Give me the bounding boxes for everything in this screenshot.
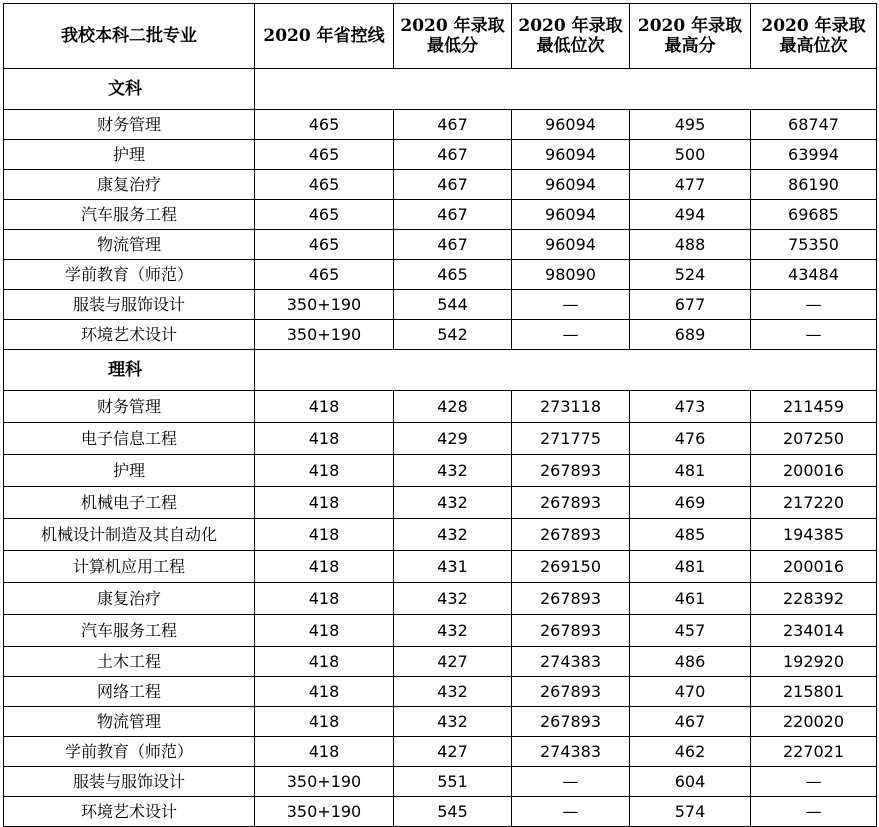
cell-max-rank: — xyxy=(751,767,877,797)
section-row xyxy=(4,350,877,391)
cell-min-rank: — xyxy=(512,320,630,350)
cell-max-rank: — xyxy=(751,290,877,320)
table-row xyxy=(4,647,877,677)
cell-max-rank: 69685 xyxy=(751,200,877,230)
cell-max-rank: 86190 xyxy=(751,170,877,200)
cell-min-score: 432 xyxy=(394,677,512,707)
cell-max-score: 500 xyxy=(630,140,751,170)
header-major: 我校本科二批专业 xyxy=(4,4,255,69)
cell-major: 汽车服务工程 xyxy=(4,615,255,647)
cell-max-score: 461 xyxy=(630,583,751,615)
cell-major: 财务管理 xyxy=(4,110,255,140)
cell-major: 土木工程 xyxy=(4,647,255,677)
cell-min-rank: 96094 xyxy=(512,230,630,260)
cell-control-line: 465 xyxy=(255,260,394,290)
cell-major: 康复治疗 xyxy=(4,170,255,200)
cell-max-score: 574 xyxy=(630,797,751,827)
cell-max-score: 470 xyxy=(630,677,751,707)
table-row xyxy=(4,290,877,320)
cell-control-line: 465 xyxy=(255,140,394,170)
table-row xyxy=(4,260,877,290)
cell-control-line: 465 xyxy=(255,110,394,140)
table-row xyxy=(4,170,877,200)
cell-max-rank: 234014 xyxy=(751,615,877,647)
header-row xyxy=(4,4,877,69)
cell-min-rank: 267893 xyxy=(512,455,630,487)
admission-table xyxy=(3,3,877,827)
table-row xyxy=(4,455,877,487)
cell-max-rank: — xyxy=(751,320,877,350)
cell-major: 机械电子工程 xyxy=(4,487,255,519)
table-row xyxy=(4,797,877,827)
cell-min-rank: 273118 xyxy=(512,391,630,423)
cell-min-rank: 98090 xyxy=(512,260,630,290)
cell-max-score: 488 xyxy=(630,230,751,260)
table-row xyxy=(4,140,877,170)
table-row xyxy=(4,615,877,647)
section-label: 理科 xyxy=(4,350,255,391)
cell-min-rank: 274383 xyxy=(512,737,630,767)
cell-max-rank: 211459 xyxy=(751,391,877,423)
cell-control-line: 418 xyxy=(255,583,394,615)
header-max-rank: 2020 年录取 最高位次 xyxy=(751,4,877,69)
table-row xyxy=(4,767,877,797)
cell-max-rank: 220020 xyxy=(751,707,877,737)
table-row xyxy=(4,487,877,519)
cell-min-score: 544 xyxy=(394,290,512,320)
cell-min-rank: 274383 xyxy=(512,647,630,677)
cell-max-rank: 63994 xyxy=(751,140,877,170)
cell-min-score: 427 xyxy=(394,737,512,767)
cell-min-rank: 96094 xyxy=(512,200,630,230)
cell-major: 康复治疗 xyxy=(4,583,255,615)
cell-max-score: 477 xyxy=(630,170,751,200)
cell-control-line: 418 xyxy=(255,519,394,551)
cell-max-score: 494 xyxy=(630,200,751,230)
header-control-line: 2020 年省控线 xyxy=(255,4,394,69)
cell-max-score: 469 xyxy=(630,487,751,519)
cell-min-score: 542 xyxy=(394,320,512,350)
cell-min-rank: 271775 xyxy=(512,423,630,455)
cell-max-rank: 215801 xyxy=(751,677,877,707)
cell-control-line: 418 xyxy=(255,615,394,647)
table-row xyxy=(4,423,877,455)
cell-max-rank: 228392 xyxy=(751,583,877,615)
cell-min-rank: 267893 xyxy=(512,519,630,551)
cell-max-score: 473 xyxy=(630,391,751,423)
cell-max-score: 604 xyxy=(630,767,751,797)
cell-min-score: 429 xyxy=(394,423,512,455)
cell-min-rank: 267893 xyxy=(512,707,630,737)
cell-control-line: 418 xyxy=(255,737,394,767)
cell-min-score: 467 xyxy=(394,230,512,260)
cell-min-score: 545 xyxy=(394,797,512,827)
cell-control-line: 418 xyxy=(255,677,394,707)
cell-max-rank: 207250 xyxy=(751,423,877,455)
cell-max-rank: 227021 xyxy=(751,737,877,767)
cell-major: 物流管理 xyxy=(4,707,255,737)
cell-major: 财务管理 xyxy=(4,391,255,423)
cell-control-line: 418 xyxy=(255,391,394,423)
cell-min-score: 432 xyxy=(394,583,512,615)
cell-max-score: 495 xyxy=(630,110,751,140)
cell-control-line: 465 xyxy=(255,230,394,260)
cell-major: 服装与服饰设计 xyxy=(4,290,255,320)
cell-control-line: 418 xyxy=(255,423,394,455)
cell-min-rank: 96094 xyxy=(512,140,630,170)
cell-max-score: 689 xyxy=(630,320,751,350)
cell-max-rank: 192920 xyxy=(751,647,877,677)
cell-min-score: 432 xyxy=(394,615,512,647)
cell-major: 环境艺术设计 xyxy=(4,797,255,827)
cell-control-line: 418 xyxy=(255,551,394,583)
cell-max-score: 486 xyxy=(630,647,751,677)
header-max-score: 2020 年录取 最高分 xyxy=(630,4,751,69)
cell-min-score: 427 xyxy=(394,647,512,677)
cell-min-score: 465 xyxy=(394,260,512,290)
cell-major: 环境艺术设计 xyxy=(4,320,255,350)
cell-control-line: 350+190 xyxy=(255,320,394,350)
table-row xyxy=(4,320,877,350)
cell-major: 电子信息工程 xyxy=(4,423,255,455)
cell-max-rank: 200016 xyxy=(751,455,877,487)
table-row xyxy=(4,519,877,551)
cell-control-line: 465 xyxy=(255,200,394,230)
cell-min-score: 432 xyxy=(394,487,512,519)
cell-major: 护理 xyxy=(4,455,255,487)
cell-min-score: 432 xyxy=(394,707,512,737)
cell-max-score: 524 xyxy=(630,260,751,290)
cell-min-rank: — xyxy=(512,767,630,797)
cell-max-rank: — xyxy=(751,797,877,827)
table-row xyxy=(4,200,877,230)
table-row xyxy=(4,391,877,423)
cell-max-rank: 200016 xyxy=(751,551,877,583)
cell-max-rank: 75350 xyxy=(751,230,877,260)
cell-min-rank: 267893 xyxy=(512,583,630,615)
cell-control-line: 465 xyxy=(255,170,394,200)
cell-max-score: 485 xyxy=(630,519,751,551)
cell-min-score: 551 xyxy=(394,767,512,797)
table-body xyxy=(4,69,877,827)
cell-max-score: 481 xyxy=(630,455,751,487)
cell-min-score: 467 xyxy=(394,140,512,170)
cell-min-rank: 96094 xyxy=(512,170,630,200)
cell-control-line: 418 xyxy=(255,487,394,519)
cell-min-rank: 269150 xyxy=(512,551,630,583)
cell-min-rank: — xyxy=(512,290,630,320)
cell-min-score: 432 xyxy=(394,455,512,487)
cell-min-score: 432 xyxy=(394,519,512,551)
cell-control-line: 418 xyxy=(255,647,394,677)
table-row xyxy=(4,551,877,583)
section-row xyxy=(4,69,877,110)
cell-max-score: 462 xyxy=(630,737,751,767)
table-row xyxy=(4,677,877,707)
cell-max-rank: 194385 xyxy=(751,519,877,551)
cell-major: 物流管理 xyxy=(4,230,255,260)
cell-control-line: 350+190 xyxy=(255,290,394,320)
cell-min-score: 431 xyxy=(394,551,512,583)
cell-min-rank: 267893 xyxy=(512,677,630,707)
cell-max-score: 457 xyxy=(630,615,751,647)
section-spacer xyxy=(255,350,877,391)
cell-min-score: 467 xyxy=(394,170,512,200)
cell-max-rank: 43484 xyxy=(751,260,877,290)
cell-major: 计算机应用工程 xyxy=(4,551,255,583)
cell-major: 汽车服务工程 xyxy=(4,200,255,230)
cell-max-score: 467 xyxy=(630,707,751,737)
cell-max-rank: 217220 xyxy=(751,487,877,519)
header-min-score: 2020 年录取 最低分 xyxy=(394,4,512,69)
header-min-rank: 2020 年录取 最低位次 xyxy=(512,4,630,69)
section-label: 文科 xyxy=(4,69,255,110)
cell-control-line: 418 xyxy=(255,707,394,737)
cell-min-score: 428 xyxy=(394,391,512,423)
table-row xyxy=(4,707,877,737)
cell-max-score: 476 xyxy=(630,423,751,455)
cell-major: 网络工程 xyxy=(4,677,255,707)
cell-major: 护理 xyxy=(4,140,255,170)
cell-major: 学前教育（师范） xyxy=(4,737,255,767)
cell-major: 学前教育（师范） xyxy=(4,260,255,290)
cell-min-rank: 96094 xyxy=(512,110,630,140)
table-row xyxy=(4,110,877,140)
table-row xyxy=(4,583,877,615)
cell-max-rank: 68747 xyxy=(751,110,877,140)
cell-max-score: 677 xyxy=(630,290,751,320)
cell-min-rank: — xyxy=(512,797,630,827)
cell-control-line: 350+190 xyxy=(255,797,394,827)
cell-min-rank: 267893 xyxy=(512,615,630,647)
cell-control-line: 418 xyxy=(255,455,394,487)
cell-min-score: 467 xyxy=(394,200,512,230)
cell-min-score: 467 xyxy=(394,110,512,140)
section-spacer xyxy=(255,69,877,110)
cell-min-rank: 267893 xyxy=(512,487,630,519)
table-row xyxy=(4,737,877,767)
cell-major: 服装与服饰设计 xyxy=(4,767,255,797)
table-row xyxy=(4,230,877,260)
cell-max-score: 481 xyxy=(630,551,751,583)
cell-major: 机械设计制造及其自动化 xyxy=(4,519,255,551)
cell-control-line: 350+190 xyxy=(255,767,394,797)
